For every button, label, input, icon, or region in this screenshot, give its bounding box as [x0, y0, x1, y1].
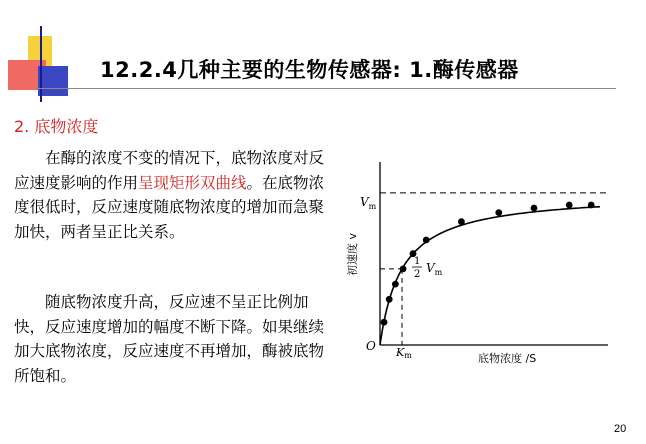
data-point-1: [381, 319, 388, 326]
y-axis-label: 初速度 v: [346, 232, 359, 276]
data-points: [381, 202, 595, 326]
data-point-11: [588, 202, 595, 209]
paragraph-1: [14, 146, 326, 244]
title-underline: [36, 88, 616, 89]
page-number: 20: [614, 423, 627, 435]
data-point-9: [531, 205, 538, 212]
data-point-8: [495, 209, 502, 216]
decor-blue-block: [38, 66, 68, 96]
data-point-2: [386, 296, 393, 303]
data-point-10: [566, 202, 573, 209]
half-vm-label: $V_m$: [426, 261, 443, 277]
data-point-4: [400, 266, 407, 273]
vm-label: $V_m$: [360, 195, 377, 211]
data-point-3: [392, 281, 399, 288]
section-heading: 2. 底物浓度: [14, 117, 99, 136]
paragraph-1-highlight: 呈现矩形双曲线: [138, 173, 247, 192]
slide-title: 12.2.4几种主要的生物传感器: 1.酶传感器: [100, 58, 519, 82]
origin-label: O: [366, 339, 376, 353]
michaelis-menten-chart: [338, 150, 628, 370]
half-vm-numerator: 1: [414, 256, 421, 267]
paragraph-1-text-a: 在酶的浓度不变的情况下，底物浓度对反应速度影响的作用: [14, 149, 325, 192]
data-point-6: [423, 237, 430, 244]
km-label: Km: [396, 346, 412, 360]
saturation-curve: [380, 207, 600, 345]
x-axis-label: 底物浓度 /S: [478, 352, 537, 365]
half-vm-denominator: 2: [414, 269, 421, 280]
paragraph-2: 随底物浓度升高，反应速不呈正比例加快，反应速度增加的幅度不断下降。如果继续加大底物浓度，反应速度不再增加，酶被底物所饱和。: [14, 293, 325, 385]
paragraph-1-text-b: 。在底物浓度很低时，反应速度随底物浓度的增加而急聚加快，两者呈正比关系。: [14, 173, 325, 241]
decor-vertical-line: [40, 26, 42, 102]
data-point-7: [458, 218, 465, 225]
